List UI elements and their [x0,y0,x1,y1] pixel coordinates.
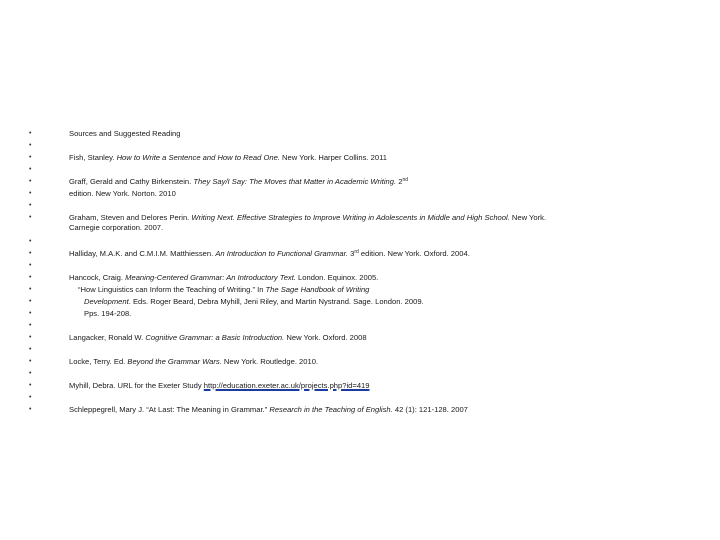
bullet: • [29,406,32,413]
bullet: • [29,166,32,173]
exeter-study-link[interactable]: http://education.exeter.ac.uk/projects.php?id=419 [203,381,370,390]
ref-publisher: edition. New York. Oxford. 2004. [358,249,470,258]
heading: Sources and Suggested Reading [69,129,181,138]
ref-title: Beyond the Grammar Wars. [127,357,222,366]
ref-author: Hancock, Craig. [69,273,126,282]
bullet: • [29,154,32,161]
ref-edition: 3 [347,249,355,258]
ref-author: Graff, Gerald and Cathy Birkenstein. [69,177,194,186]
ref-title: The Sage Handbook of Writing [265,285,370,294]
ref-line [0,404,720,416]
empty-line [0,164,720,176]
ref-line [0,176,720,188]
ref-publisher: New York. Routledge. 2010. [221,357,319,366]
reference-halliday [69,248,470,260]
empty-line [0,368,720,380]
bullet: • [29,202,32,209]
bullet: • [29,334,32,341]
ref-publisher: New York. [509,213,547,222]
bullet: • [29,310,32,317]
bullet: • [29,250,32,257]
bullet: • [29,358,32,365]
ref-continuation [78,284,369,296]
empty-line [0,200,720,212]
ref-author: Myhill, Debra. URL for the Exeter Study [69,381,204,390]
ref-author: Halliday, M.A.K. and C.M.I.M. Matthiessen. [69,249,216,258]
reference-graff [69,176,408,188]
ref-author: Locke, Terry. Ed. [69,357,128,366]
bullet: • [29,178,32,185]
empty-line [0,320,720,332]
bullet: • [29,298,32,305]
ref-line [0,284,720,296]
ref-title: Cognitive Grammar: a Basic Introduction. [145,333,285,342]
bullet: • [29,238,32,245]
ref-line [0,222,720,234]
ref-superscript: nd [402,177,408,183]
bullet: • [29,190,32,197]
ref-line [0,296,720,308]
ref-editors: . Eds. Roger Beard, Debra Myhill, Jeni Riley, and Martin Nystrand. Sage. London. 2009. [128,297,424,306]
ref-superscript: rd [354,249,359,255]
bullet: • [29,214,32,221]
bullet: • [29,382,32,389]
ref-continuation: Carnegie corporation. 2007. [69,223,164,232]
bullet: • [29,286,32,293]
ref-pages: Pps. 194-208. [84,309,132,318]
bullet: • [29,370,32,377]
reference-fish [69,152,387,164]
ref-line [0,248,720,260]
reference-myhill [69,380,369,392]
ref-publisher: London. Equinox. 2005. [295,273,379,282]
reference-hancock [69,272,378,284]
ref-title: Development [84,297,129,306]
ref-title: They Say/I Say: The Moves that Matter in Academic Writing. [193,177,397,186]
ref-publisher: New York. Oxford. 2008 [284,333,367,342]
ref-title: An Introduction to Functional Grammar. [215,249,348,258]
ref-chapter: “How Linguistics can Inform the Teaching of Writing.” In [78,285,266,294]
ref-continuation: edition. New York. Norton. 2010 [69,189,176,198]
ref-publisher: 42 (1): 121-128. 2007 [392,405,468,414]
bullet: • [29,142,32,149]
empty-line [0,140,720,152]
ref-continuation [84,296,424,308]
empty-line [0,260,720,272]
reference-schleppegrell [69,404,468,416]
ref-line [0,308,720,320]
ref-line [0,128,720,140]
ref-edition: 2 [396,177,403,186]
ref-author: Graham, Steven and Delores Perin. [69,213,192,222]
bullet: • [29,394,32,401]
ref-author: Fish, Stanley. [69,153,117,162]
ref-line [0,272,720,284]
ref-line [0,380,720,392]
bullet: • [29,346,32,353]
bullet: • [29,274,32,281]
ref-author: Langacker, Ronald W. [69,333,146,342]
bullet: • [29,130,32,137]
reference-langacker [69,332,367,344]
ref-publisher: New York. Harper Collins. 2011 [279,153,387,162]
ref-line [0,152,720,164]
empty-line [0,344,720,356]
ref-title: Writing Next. Effective Strategies to Improve Writing in Adolescents in Middle and High School. [191,213,510,222]
ref-line [0,356,720,368]
ref-line [0,332,720,344]
ref-title: Meaning-Centered Grammar: An Introductory Text. [125,273,296,282]
ref-title: How to Write a Sentence and How to Read One. [116,153,280,162]
empty-line [0,236,720,248]
ref-title: Research in the Teaching of English. [269,405,393,414]
empty-line [0,392,720,404]
ref-author: Schleppegrell, Mary J. “At Last: The Meaning in Grammar.” [69,405,270,414]
ref-line [0,188,720,200]
bullet: • [29,262,32,269]
reference-locke [69,356,318,368]
bullet: • [29,322,32,329]
